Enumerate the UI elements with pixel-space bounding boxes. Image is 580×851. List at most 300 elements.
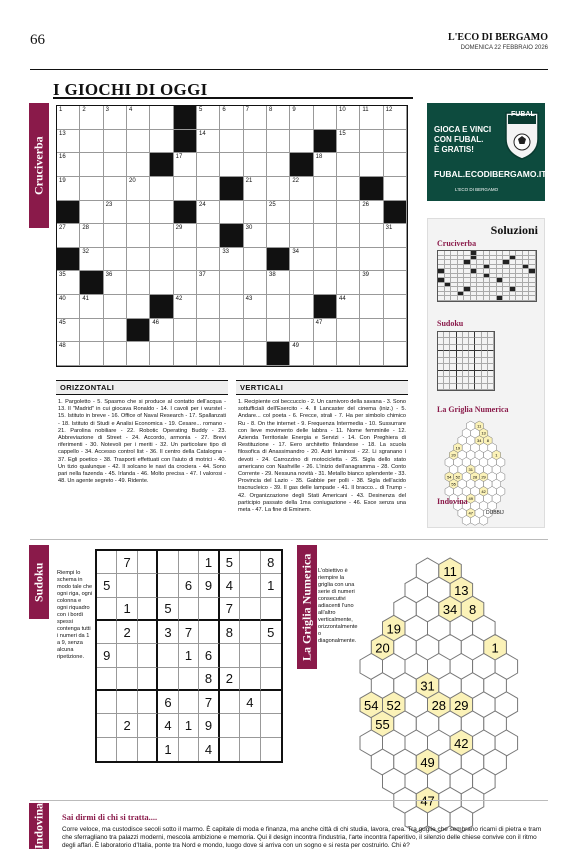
sudoku-cell[interactable]: 1 bbox=[179, 644, 199, 667]
crossword-cell[interactable] bbox=[57, 319, 80, 343]
crossword-cell[interactable] bbox=[174, 177, 197, 201]
fubal-advert[interactable] bbox=[427, 103, 545, 201]
crossword-cell[interactable] bbox=[244, 224, 267, 248]
sudoku-cell[interactable] bbox=[97, 668, 117, 691]
crossword-cell[interactable] bbox=[197, 342, 220, 366]
sudoku-cell[interactable] bbox=[97, 714, 117, 737]
crossword-cell[interactable] bbox=[384, 295, 407, 319]
crossword-cell[interactable] bbox=[314, 224, 337, 248]
crossword-cell[interactable] bbox=[360, 248, 383, 272]
sudoku-cell[interactable]: 8 bbox=[199, 668, 219, 691]
sudoku-cell[interactable] bbox=[240, 621, 260, 644]
crossword-cell[interactable] bbox=[267, 271, 290, 295]
sudoku-cell[interactable]: 2 bbox=[117, 621, 137, 644]
sudoku-cell[interactable] bbox=[97, 621, 117, 644]
sudoku-cell[interactable] bbox=[220, 691, 240, 714]
crossword-cell[interactable] bbox=[384, 106, 407, 130]
sudoku-cell[interactable] bbox=[138, 621, 158, 644]
crossword-cell[interactable] bbox=[314, 248, 337, 272]
griglia-given-number: 47 bbox=[420, 793, 435, 809]
crossword-cell[interactable] bbox=[104, 342, 127, 366]
sudoku-cell[interactable]: 6 bbox=[199, 644, 219, 667]
sudoku-cell[interactable] bbox=[138, 644, 158, 667]
griglia-given-number: 29 bbox=[454, 697, 469, 713]
crossword-cell[interactable] bbox=[290, 130, 313, 154]
crossword-cell[interactable] bbox=[127, 130, 150, 154]
indovina-divider bbox=[30, 800, 548, 801]
sudoku-cell[interactable] bbox=[199, 621, 219, 644]
sudoku-cell[interactable] bbox=[240, 738, 260, 761]
griglia-given-number: 54 bbox=[447, 474, 452, 480]
griglia-given-number: 8 bbox=[486, 438, 489, 444]
crossword-cell[interactable] bbox=[384, 224, 407, 248]
sudoku-cell[interactable]: 1 bbox=[261, 574, 281, 597]
sudoku-cell[interactable]: 1 bbox=[117, 598, 137, 621]
crossword-cell[interactable] bbox=[384, 177, 407, 201]
crossword-cell[interactable] bbox=[150, 177, 173, 201]
sudoku-cell[interactable]: 6 bbox=[158, 691, 178, 714]
crossword-cell[interactable] bbox=[267, 201, 290, 225]
crossword-cell[interactable] bbox=[244, 177, 267, 201]
sudoku-cell[interactable]: 5 bbox=[97, 574, 117, 597]
crossword-cell[interactable] bbox=[150, 201, 173, 225]
crossword-cell[interactable] bbox=[244, 248, 267, 272]
crossword-cell[interactable] bbox=[290, 201, 313, 225]
crossword-cell-number: 23 bbox=[105, 201, 113, 208]
crossword-cell[interactable] bbox=[220, 271, 243, 295]
griglia-empty-cell bbox=[479, 515, 488, 525]
crossword-cell[interactable] bbox=[80, 295, 103, 319]
crossword-cell[interactable] bbox=[220, 106, 243, 130]
crossword-cell[interactable] bbox=[314, 153, 337, 177]
griglia-given-number: 42 bbox=[454, 735, 469, 751]
sudoku-cell[interactable] bbox=[138, 738, 158, 761]
crossword-cell[interactable] bbox=[244, 106, 267, 130]
sudoku-cell[interactable] bbox=[117, 691, 137, 714]
crossword-cell[interactable] bbox=[80, 342, 103, 366]
crossword-cell[interactable] bbox=[244, 153, 267, 177]
griglia-given-number: 29 bbox=[481, 474, 486, 480]
crossword-cell-number: 24 bbox=[199, 201, 206, 208]
crossword-cell[interactable] bbox=[80, 153, 103, 177]
publication-date: DOMENICA 22 FEBBRAIO 2026 bbox=[460, 45, 548, 51]
crossword-cell[interactable] bbox=[104, 153, 127, 177]
griglia-given-number: 52 bbox=[455, 474, 461, 480]
crossword-cell[interactable] bbox=[80, 248, 103, 272]
sudoku-cell[interactable]: 9 bbox=[199, 714, 219, 737]
sudoku-cell[interactable] bbox=[138, 551, 158, 574]
ad-line-1: GIOCA E VINCI bbox=[434, 125, 492, 134]
sudoku-cell[interactable]: 9 bbox=[97, 644, 117, 667]
crossword-black-cell bbox=[174, 130, 197, 154]
crossword-cell[interactable] bbox=[174, 248, 197, 272]
crossword-cell[interactable] bbox=[174, 224, 197, 248]
crossword-cell-number: 44 bbox=[339, 296, 346, 303]
across-text: 1. Pargoletto - 5. Spasmo che si produce al contatto dell'acqua - 13. Il "Madrid" in cui giocava Ronaldo - 14. I cavoli per i wurstel - 15. Istituto in breve - 16. Office of Naval Research - 17. Spallanzati - 18. Istituto di Studi e Analisi Economica - 19. Cesare... romano - 21. Parolina nobiliare - 22. Robotic Operating Buddy - 23. Abbreviazione di Street - 24. Accordo, armonia - 27. Brevi riferimenti - 30. Notevoli per i meriti - 32. Un particolare tipo di cappello - 34. Accesso control list - 36. Il centro della Catalogna - 37. Egli poetico - 38. Trasporti effettuati con l'aiuto di motrici - 40. Un tizio qualunque - 42. Il solcano le navi da crociera - 44. Sono pari nella fazenda - 45. Irlanda - 46. Molto precisa - 47. I valorosi - 48. Un agente segreto - 49. Ridente. bbox=[58, 399, 226, 485]
crossword-cell[interactable] bbox=[57, 271, 80, 295]
griglia-given-number: 52 bbox=[386, 697, 402, 713]
sudoku-cell[interactable] bbox=[261, 644, 281, 667]
griglia-given-number: 1 bbox=[491, 640, 499, 656]
crossword-cell[interactable] bbox=[197, 153, 220, 177]
crossword-cell[interactable] bbox=[337, 153, 360, 177]
sudoku-cell[interactable]: 4 bbox=[220, 574, 240, 597]
crossword-cell[interactable] bbox=[337, 201, 360, 225]
crossword-cell[interactable] bbox=[290, 342, 313, 366]
sudoku-cell[interactable] bbox=[261, 598, 281, 621]
crossword-cell[interactable] bbox=[267, 130, 290, 154]
crossword-black-cell bbox=[314, 130, 337, 154]
crossword-cell[interactable] bbox=[220, 295, 243, 319]
sudoku-cell[interactable]: 8 bbox=[220, 621, 240, 644]
crossword-cell[interactable] bbox=[244, 319, 267, 343]
crossword-cell[interactable] bbox=[104, 295, 127, 319]
crossword-cell[interactable] bbox=[360, 295, 383, 319]
crossword-cell[interactable] bbox=[384, 248, 407, 272]
crossword-cell[interactable] bbox=[384, 271, 407, 295]
ad-line-3: È GRATIS! bbox=[434, 145, 474, 154]
sudoku-cell[interactable] bbox=[261, 668, 281, 691]
ad-line-2: CON FUBAL. bbox=[434, 135, 484, 144]
crossword-cell[interactable] bbox=[57, 295, 80, 319]
crossword-cell-number: 34 bbox=[292, 248, 300, 255]
crossword-cell-number: 47 bbox=[315, 319, 323, 326]
crossword-cell[interactable] bbox=[150, 106, 173, 130]
crossword-cell[interactable] bbox=[314, 342, 337, 366]
sudoku-cell[interactable]: 7 bbox=[117, 551, 137, 574]
crossword-cell[interactable] bbox=[360, 224, 383, 248]
crossword-cell[interactable] bbox=[150, 130, 173, 154]
crossword-cell[interactable] bbox=[384, 130, 407, 154]
crossword-cell[interactable] bbox=[220, 201, 243, 225]
crossword-cell[interactable] bbox=[127, 248, 150, 272]
crossword-cell[interactable] bbox=[104, 319, 127, 343]
sudoku-cell[interactable] bbox=[138, 691, 158, 714]
sudoku-cell[interactable]: 8 bbox=[261, 551, 281, 574]
crossword-cell[interactable] bbox=[337, 106, 360, 130]
griglia-given-number: 31 bbox=[420, 678, 435, 694]
sudoku-cell[interactable]: 4 bbox=[199, 738, 219, 761]
crossword-cell[interactable] bbox=[150, 319, 173, 343]
crossword-cell[interactable] bbox=[360, 271, 383, 295]
crossword-cell[interactable] bbox=[384, 153, 407, 177]
crossword-cell[interactable] bbox=[360, 106, 383, 130]
crossword-cell[interactable] bbox=[360, 153, 383, 177]
crossword-cell[interactable] bbox=[57, 153, 80, 177]
crossword-cell[interactable] bbox=[80, 224, 103, 248]
crossword-cell-number: 26 bbox=[362, 201, 370, 208]
griglia-given-number: 20 bbox=[451, 452, 456, 458]
sudoku-cell[interactable]: 1 bbox=[179, 714, 199, 737]
crossword-cell[interactable] bbox=[244, 201, 267, 225]
sudoku-cell[interactable]: 7 bbox=[199, 691, 219, 714]
crossword-cell[interactable] bbox=[150, 342, 173, 366]
crossword-cell[interactable] bbox=[290, 177, 313, 201]
sudoku-cell[interactable]: 5 bbox=[261, 621, 281, 644]
crossword-cell[interactable] bbox=[197, 271, 220, 295]
sudoku-cell[interactable] bbox=[179, 691, 199, 714]
crossword-cell[interactable] bbox=[174, 342, 197, 366]
sudoku-cell[interactable] bbox=[117, 644, 137, 667]
sudoku-cell[interactable] bbox=[158, 644, 178, 667]
crossword-cell-number: 8 bbox=[269, 107, 273, 113]
sudoku-cell[interactable] bbox=[240, 714, 260, 737]
sudoku-cell[interactable] bbox=[158, 668, 178, 691]
crossword-cell[interactable] bbox=[267, 106, 290, 130]
crossword-cell[interactable] bbox=[267, 224, 290, 248]
page-title: I GIOCHI DI OGGI bbox=[53, 80, 208, 99]
crossword-cell[interactable] bbox=[337, 130, 360, 154]
crossword-cell[interactable] bbox=[290, 271, 313, 295]
sudoku-cell[interactable] bbox=[179, 551, 199, 574]
griglia-given-number: 1 bbox=[495, 452, 498, 458]
section-divider bbox=[30, 539, 548, 540]
crossword-cell[interactable] bbox=[314, 271, 337, 295]
crossword-cell-number: 2 bbox=[82, 107, 86, 113]
crossword-cell[interactable] bbox=[360, 319, 383, 343]
solutions-title: Soluzioni bbox=[490, 223, 538, 237]
crossword-cell[interactable] bbox=[174, 319, 197, 343]
griglia-given-number: 28 bbox=[431, 697, 447, 713]
crossword-cell[interactable] bbox=[244, 295, 267, 319]
sudoku-cell[interactable]: 7 bbox=[179, 621, 199, 644]
crossword-cell[interactable] bbox=[267, 319, 290, 343]
griglia-given-number: 20 bbox=[375, 640, 390, 656]
crossword-black-cell bbox=[127, 319, 150, 343]
crossword-cell[interactable] bbox=[57, 130, 80, 154]
crossword-cell-number: 20 bbox=[129, 177, 136, 184]
sudoku-cell[interactable] bbox=[138, 574, 158, 597]
crossword-cell[interactable] bbox=[244, 342, 267, 366]
crossword-cell[interactable] bbox=[197, 177, 220, 201]
crossword-cell-number: 41 bbox=[82, 296, 90, 303]
crossword-grid[interactable] bbox=[56, 105, 408, 367]
sudoku-cell[interactable] bbox=[199, 598, 219, 621]
crossword-cell[interactable] bbox=[57, 177, 80, 201]
sudoku-cell[interactable] bbox=[261, 691, 281, 714]
crossword-cell[interactable] bbox=[267, 177, 290, 201]
sudoku-cell[interactable] bbox=[138, 714, 158, 737]
sudoku-cell[interactable]: 6 bbox=[179, 574, 199, 597]
griglia-given-number: 49 bbox=[420, 755, 435, 771]
crossword-cell[interactable] bbox=[244, 130, 267, 154]
sudoku-cell[interactable]: 9 bbox=[199, 574, 219, 597]
sudoku-cell[interactable] bbox=[240, 668, 260, 691]
crossword-cell[interactable] bbox=[127, 342, 150, 366]
crossword-black-cell bbox=[150, 153, 173, 177]
sudoku-cell[interactable]: 4 bbox=[158, 714, 178, 737]
crossword-cell[interactable] bbox=[197, 201, 220, 225]
crossword-cell[interactable] bbox=[104, 201, 127, 225]
crossword-cell[interactable] bbox=[337, 271, 360, 295]
sudoku-cell[interactable] bbox=[138, 598, 158, 621]
crossword-cell-number: 48 bbox=[59, 343, 66, 350]
sudoku-cell[interactable]: 5 bbox=[220, 551, 240, 574]
sudoku-cell[interactable] bbox=[179, 668, 199, 691]
griglia-empty-cell bbox=[471, 515, 480, 525]
crossword-cell[interactable] bbox=[57, 106, 80, 130]
crossword-cell[interactable] bbox=[314, 319, 337, 343]
crossword-cell[interactable] bbox=[197, 295, 220, 319]
crossword-cell[interactable] bbox=[290, 106, 313, 130]
crossword-cell-number: 27 bbox=[59, 225, 66, 232]
crossword-cell[interactable] bbox=[80, 106, 103, 130]
crossword-cell-number: 17 bbox=[175, 154, 183, 161]
crossword-cell[interactable] bbox=[80, 319, 103, 343]
sudoku-cell[interactable] bbox=[261, 738, 281, 761]
crossword-cell[interactable] bbox=[127, 106, 150, 130]
across-title: ORIZZONTALI bbox=[56, 380, 228, 395]
griglia-given-number: 19 bbox=[386, 621, 402, 637]
griglia-given-number: 13 bbox=[481, 430, 486, 436]
sudoku-cell[interactable]: 1 bbox=[158, 738, 178, 761]
crossword-cell[interactable] bbox=[127, 201, 150, 225]
crossword-cell[interactable] bbox=[267, 153, 290, 177]
sudoku-cell[interactable]: 2 bbox=[220, 668, 240, 691]
crossword-cell-number: 38 bbox=[269, 272, 276, 279]
griglia-given-number: 55 bbox=[375, 716, 390, 732]
crossword-cell[interactable] bbox=[220, 342, 243, 366]
crossword-cell[interactable] bbox=[80, 201, 103, 225]
crossword-cell[interactable] bbox=[104, 106, 127, 130]
crossword-cell[interactable] bbox=[104, 130, 127, 154]
sudoku-cell[interactable] bbox=[158, 574, 178, 597]
crossword-cell-number: 19 bbox=[59, 177, 66, 184]
crossword-cell[interactable] bbox=[267, 295, 290, 319]
crossword-cell[interactable] bbox=[290, 319, 313, 343]
sudoku-cell[interactable] bbox=[179, 738, 199, 761]
sudoku-grid[interactable] bbox=[95, 549, 283, 763]
crossword-cell-number: 40 bbox=[59, 296, 66, 303]
down-clues bbox=[236, 380, 408, 514]
crossword-cell[interactable] bbox=[197, 106, 220, 130]
sudoku-cell[interactable] bbox=[240, 644, 260, 667]
griglia-given-number: 8 bbox=[468, 602, 477, 618]
crossword-black-cell bbox=[314, 295, 337, 319]
crossword-cell[interactable] bbox=[220, 248, 243, 272]
sudoku-cell[interactable]: 5 bbox=[158, 598, 178, 621]
crossword-cell-number: 7 bbox=[245, 107, 249, 113]
crossword-cell[interactable] bbox=[337, 342, 360, 366]
crossword-cell[interactable] bbox=[337, 177, 360, 201]
sol-crossword-grid bbox=[437, 250, 537, 302]
crossword-cell[interactable] bbox=[150, 224, 173, 248]
sudoku-cell[interactable] bbox=[240, 598, 260, 621]
crossword-black-cell bbox=[267, 342, 290, 366]
crossword-cell[interactable] bbox=[360, 342, 383, 366]
sudoku-cell[interactable] bbox=[138, 668, 158, 691]
crossword-cell[interactable] bbox=[174, 295, 197, 319]
crossword-cell[interactable] bbox=[150, 248, 173, 272]
crossword-cell[interactable] bbox=[290, 295, 313, 319]
sudoku-cell[interactable] bbox=[261, 714, 281, 737]
sudoku-cell[interactable]: 2 bbox=[117, 714, 137, 737]
crossword-cell[interactable] bbox=[337, 319, 360, 343]
crossword-cell[interactable] bbox=[174, 271, 197, 295]
crossword-cell-number: 16 bbox=[59, 154, 66, 161]
crossword-cell[interactable] bbox=[220, 153, 243, 177]
crossword-cell[interactable] bbox=[197, 224, 220, 248]
sudoku-tab: Sudoku bbox=[29, 545, 49, 619]
crossword-cell[interactable] bbox=[384, 319, 407, 343]
crossword-cell[interactable] bbox=[197, 319, 220, 343]
crossword-cell[interactable] bbox=[314, 106, 337, 130]
griglia-honeycomb[interactable] bbox=[352, 550, 548, 809]
crossword-cell[interactable] bbox=[314, 201, 337, 225]
sudoku-cell[interactable] bbox=[97, 738, 117, 761]
crossword-cell-number: 32 bbox=[82, 248, 90, 255]
crossword-cell[interactable] bbox=[127, 177, 150, 201]
sudoku-cell[interactable] bbox=[179, 598, 199, 621]
sudoku-cell[interactable] bbox=[117, 738, 137, 761]
crossword-cell[interactable] bbox=[290, 248, 313, 272]
sudoku-cell[interactable]: 7 bbox=[220, 598, 240, 621]
crossword-cell[interactable] bbox=[127, 224, 150, 248]
sudoku-cell[interactable]: 3 bbox=[158, 621, 178, 644]
crossword-cell[interactable] bbox=[337, 248, 360, 272]
griglia-tab: La Griglia Numerica bbox=[297, 545, 317, 669]
crossword-cell[interactable] bbox=[104, 248, 127, 272]
ad-url[interactable]: FUBAL.ECODIBERGAMO.IT bbox=[434, 169, 547, 179]
crossword-cell[interactable] bbox=[57, 342, 80, 366]
crossword-cell[interactable] bbox=[220, 319, 243, 343]
crossword-cell[interactable] bbox=[220, 130, 243, 154]
crossword-cell[interactable] bbox=[337, 224, 360, 248]
crossword-cell[interactable] bbox=[127, 271, 150, 295]
crossword-cell[interactable] bbox=[197, 248, 220, 272]
crossword-cell[interactable] bbox=[57, 224, 80, 248]
sudoku-cell[interactable] bbox=[117, 574, 137, 597]
sudoku-cell[interactable]: 4 bbox=[240, 691, 260, 714]
sudoku-cell[interactable] bbox=[220, 738, 240, 761]
crossword-cell[interactable] bbox=[360, 201, 383, 225]
crossword-cell[interactable] bbox=[127, 295, 150, 319]
crossword-cell[interactable] bbox=[104, 177, 127, 201]
crossword-cell[interactable] bbox=[104, 224, 127, 248]
sudoku-cell[interactable] bbox=[158, 551, 178, 574]
sudoku-cell[interactable]: 1 bbox=[199, 551, 219, 574]
title-rule bbox=[53, 97, 413, 99]
crossword-cell[interactable] bbox=[127, 153, 150, 177]
crossword-cell[interactable] bbox=[80, 177, 103, 201]
sudoku-cell[interactable] bbox=[240, 574, 260, 597]
crossword-cell[interactable] bbox=[197, 130, 220, 154]
crossword-cell[interactable] bbox=[314, 177, 337, 201]
sudoku-cell[interactable] bbox=[240, 551, 260, 574]
sudoku-cell[interactable] bbox=[117, 668, 137, 691]
sudoku-cell[interactable] bbox=[97, 691, 117, 714]
crossword-cell-number: 10 bbox=[339, 107, 346, 113]
crossword-cell[interactable] bbox=[104, 271, 127, 295]
crossword-cell[interactable] bbox=[384, 342, 407, 366]
crossword-cell[interactable] bbox=[80, 130, 103, 154]
crossword-cell[interactable] bbox=[150, 271, 173, 295]
sol-griglia-label: La Griglia Numerica bbox=[437, 405, 509, 414]
sudoku-cell[interactable] bbox=[220, 714, 240, 737]
crossword-cell-number: 28 bbox=[82, 225, 90, 232]
sol-sudoku-cell bbox=[488, 384, 494, 390]
crossword-cell[interactable] bbox=[174, 153, 197, 177]
ad-brand: FUBAL bbox=[511, 111, 535, 118]
sol-sudoku-grid bbox=[437, 331, 495, 391]
crossword-cell[interactable] bbox=[337, 295, 360, 319]
sudoku-cell[interactable] bbox=[97, 598, 117, 621]
crossword-cell[interactable] bbox=[360, 130, 383, 154]
crossword-cell[interactable] bbox=[290, 224, 313, 248]
sudoku-cell[interactable] bbox=[97, 551, 117, 574]
crossword-cell[interactable] bbox=[244, 271, 267, 295]
sudoku-cell[interactable] bbox=[220, 644, 240, 667]
